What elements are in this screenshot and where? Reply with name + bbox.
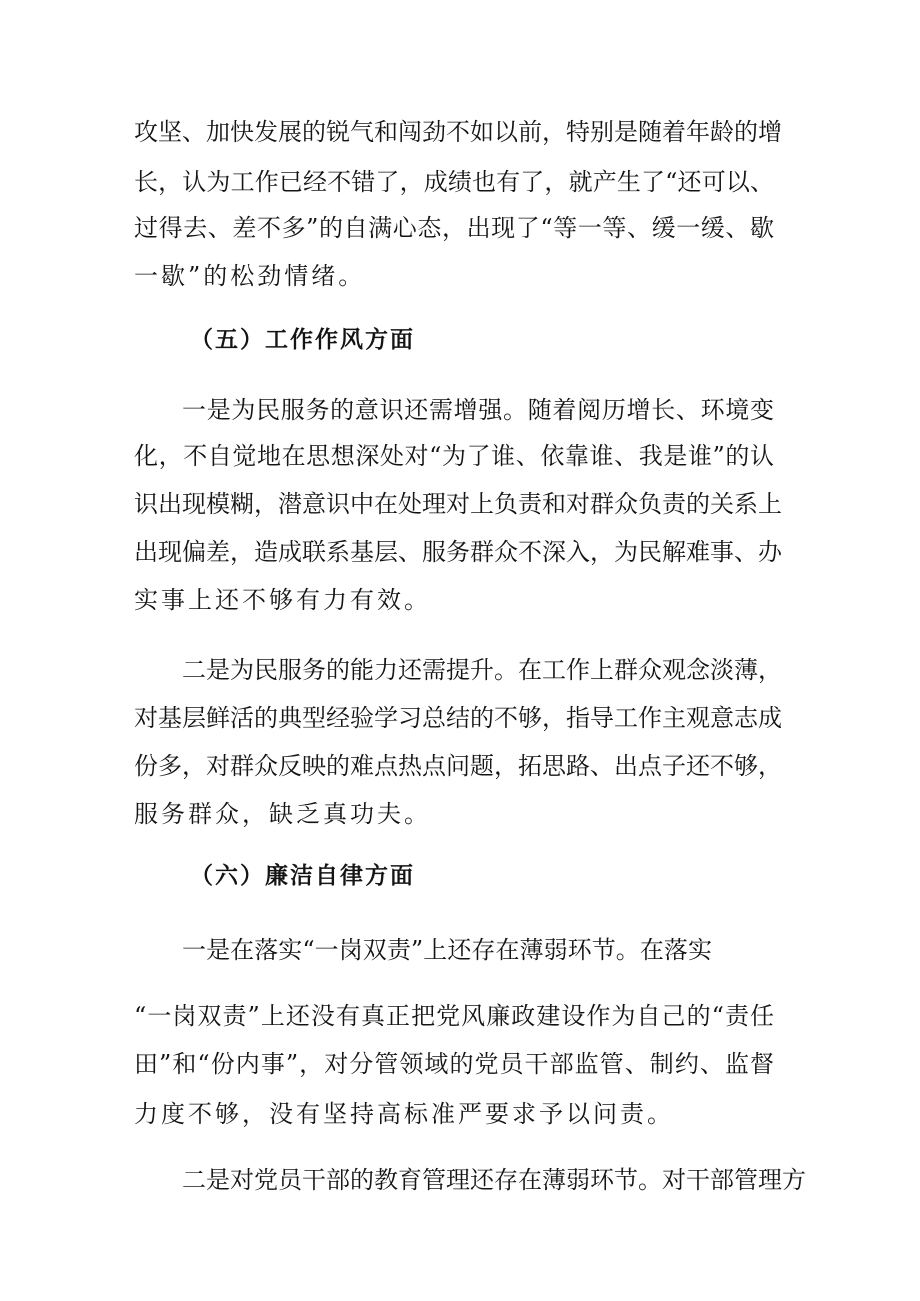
paragraph-line: 长，认为工作已经不错了，成绩也有了，就产生了“还可以、	[134, 168, 774, 196]
paragraph-line: 过得去、差不多”的自满心态，出现了“等一等、缓一缓、歇	[134, 214, 774, 242]
section-heading-six: （六）廉洁自律方面	[190, 863, 415, 889]
paragraph-line: 一是为民服务的意识还需增强。随着阅历增长、环境变	[182, 396, 774, 424]
paragraph-line: 田”和“份内事”，对分管领域的党员干部监管、制约、监督	[134, 1050, 774, 1078]
paragraph-line: “一岗双责”上还没有真正把党风廉政建设作为自己的“责任	[134, 1002, 774, 1030]
paragraph-line: 力度不够，没有坚持高标准严要求予以问责。	[134, 1100, 674, 1128]
paragraph-line: 出现偏差，造成联系基层、服务群众不深入，为民解难事、办	[134, 538, 782, 566]
section-heading-five: （五）工作作风方面	[190, 327, 415, 353]
paragraph-line: 实事上还不够有力有效。	[134, 586, 431, 614]
paragraph-line: 服务群众，缺乏真功夫。	[134, 800, 431, 828]
paragraph-line: 份多，对群众反映的难点热点问题，拓思路、出点子还不够，	[134, 752, 782, 780]
paragraph-line: 二是对党员干部的教育管理还存在薄弱环节。对干部管理方	[182, 1166, 806, 1194]
paragraph-line: 对基层鲜活的典型经验学习总结的不够，指导工作主观意志成	[134, 704, 782, 732]
paragraph-line: 识出现模糊，潜意识中在处理对上负责和对群众负责的关系上	[134, 490, 782, 518]
paragraph-line: 化，不自觉地在思想深处对“为了谁、依靠谁、我是谁”的认	[134, 442, 774, 470]
paragraph-line: 二是为民服务的能力还需提升。在工作上群众观念淡薄，	[182, 656, 782, 684]
paragraph-line: 一是在落实“一岗双责”上还存在薄弱环节。在落实	[182, 936, 712, 964]
paragraph-line: 攻坚、加快发展的锐气和闯劲不如以前，特别是随着年龄的增	[134, 118, 782, 146]
paragraph-line: 一歇”的松劲情绪。	[134, 262, 366, 290]
